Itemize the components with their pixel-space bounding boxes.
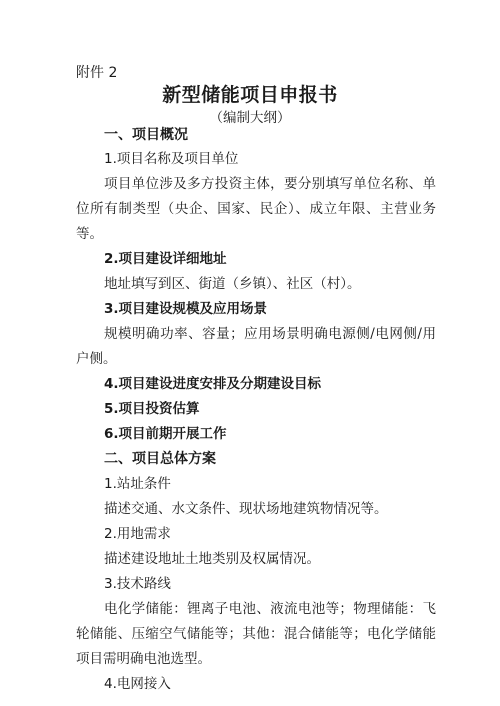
paragraph-line: 轮储能、压缩空气储能等；其他：混合储能等；电化学储能 (76, 626, 436, 642)
document-subtitle: （编制大纲） (209, 110, 291, 126)
paragraph-line: 地址填写到区、街道（乡镇）、社区（村）。 (104, 276, 361, 292)
item-heading-address: 2.项目建设详细地址 (104, 251, 227, 267)
paragraph-line: 描述建设地址土地类别及权属情况。 (104, 551, 320, 567)
item-heading-preliminary-work: 6.项目前期开展工作 (104, 426, 227, 442)
item-heading-name-and-unit: 1.项目名称及项目单位 (104, 151, 239, 167)
paragraph-line: 项目需明确电池选型。 (76, 651, 211, 667)
paragraph-line: 项目单位涉及多方投资主体，要分别填写单位名称、单 (104, 176, 436, 192)
paragraph-line: 电化学储能：锂离子电池、液流电池等；物理储能：飞 (104, 601, 436, 617)
paragraph-line: 等。 (76, 226, 103, 242)
attachment-label: 附件 2 (76, 65, 118, 81)
item-heading-site: 1.站址条件 (104, 476, 171, 492)
item-heading-schedule: 4.项目建设进度安排及分期建设目标 (104, 376, 322, 392)
item-heading-scale: 3.项目建设规模及应用场景 (104, 301, 268, 317)
paragraph-line: 规模明确功率、容量；应用场景明确电源侧/电网侧/用 (104, 326, 436, 342)
item-heading-technology: 3.技术路线 (104, 576, 171, 592)
item-heading-investment: 5.项目投资估算 (104, 401, 200, 417)
section-heading-overall-plan: 二、项目总体方案 (104, 451, 216, 467)
item-heading-land: 2.用地需求 (104, 526, 171, 542)
paragraph-line: 描述交通、水文条件、现状场地建筑物情况等。 (104, 501, 388, 517)
item-heading-grid-connection: 4.电网接入 (104, 676, 171, 692)
paragraph-line: 位所有制类型（央企、国家、民企）、成立年限、主营业务 (76, 201, 436, 217)
section-heading-overview: 一、项目概况 (104, 127, 188, 143)
document-title: 新型储能项目申报书 (162, 84, 338, 106)
paragraph-line: 户侧。 (76, 351, 117, 367)
